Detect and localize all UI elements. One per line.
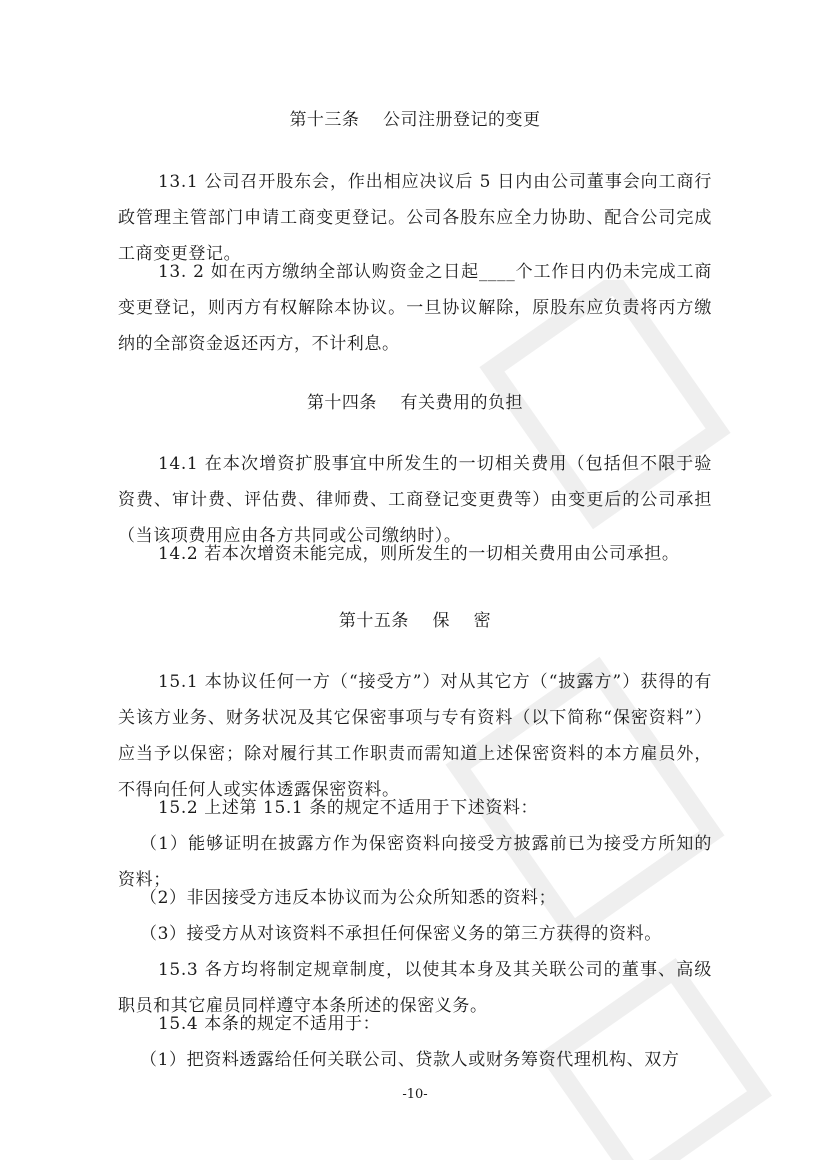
page-number: -10-: [402, 1087, 428, 1102]
clause-15-2: 15.2 上述第 15.1 条的规定不适用于下述资料：: [158, 798, 539, 818]
list-item-1: （1）能够证明在披露方作为保密资料向接受方披露前已为接受方所知的资料；: [118, 834, 712, 890]
clause-14-1: 14.1 在本次增资扩股事宜中所发生的一切相关费用（包括但不限于验资费、审计费、评估费、律师费、工商登记变更费等）由变更后的公司承担（当该项费用应由各方共同或公司缴纳时）。: [118, 454, 712, 546]
clause-14-2: 14.2 若本次增资未能完成，则所发生的一切相关费用由公司承担。: [158, 544, 680, 564]
article-15-heading: 第十五条 保 密: [338, 611, 492, 631]
list-item-2: （2）非因接受方违反本协议而为公众所知悉的资料；: [140, 888, 557, 908]
clause-15-4: 15.4 本条的规定不适用于：: [158, 1014, 381, 1034]
list-item-4: （1）把资料透露给任何关联公司、贷款人或财务筹资代理机构、双方: [140, 1050, 680, 1070]
article-13-heading: 第十三条 公司注册登记的变更: [289, 110, 541, 130]
clause-13-2: 13. 2 如在丙方缴纳全部认购资金之日起____个工作日内仍未完成工商变更登记，则丙方有权解除本协议。一旦协议解除，原股东应负责将丙方缴纳的全部资金返还丙方，不计利息。: [118, 262, 712, 354]
list-item-3: （3）接受方从对该资料不承担任何保密义务的第三方获得的资料。: [140, 924, 662, 944]
clause-15-1: 15.1 本协议任何一方（“接受方”）对从其它方（“披露方”）获得的有关该方业务、财务状况及其它保密事项与专有资料（以下简称“保密资料”）应当予以保密；除对履行其工作职责而需知道上述保密资料的本方雇员外，不得向任何人或实体透露保密资料。: [118, 672, 712, 800]
clause-15-3: 15.3 各方均将制定规章制度，以使其本身及其关联公司的董事、高级职员和其它雇员同样遵守本条所述的保密义务。: [118, 960, 712, 1016]
article-14-heading: 第十四条 有关费用的负担: [306, 393, 524, 413]
clause-13-1: 13.1 公司召开股东会，作出相应决议后 5 日内由公司董事会向工商行政管理主管部门申请工商变更登记。公司各股东应全力协助、配合公司完成工商变更登记。: [118, 172, 712, 264]
